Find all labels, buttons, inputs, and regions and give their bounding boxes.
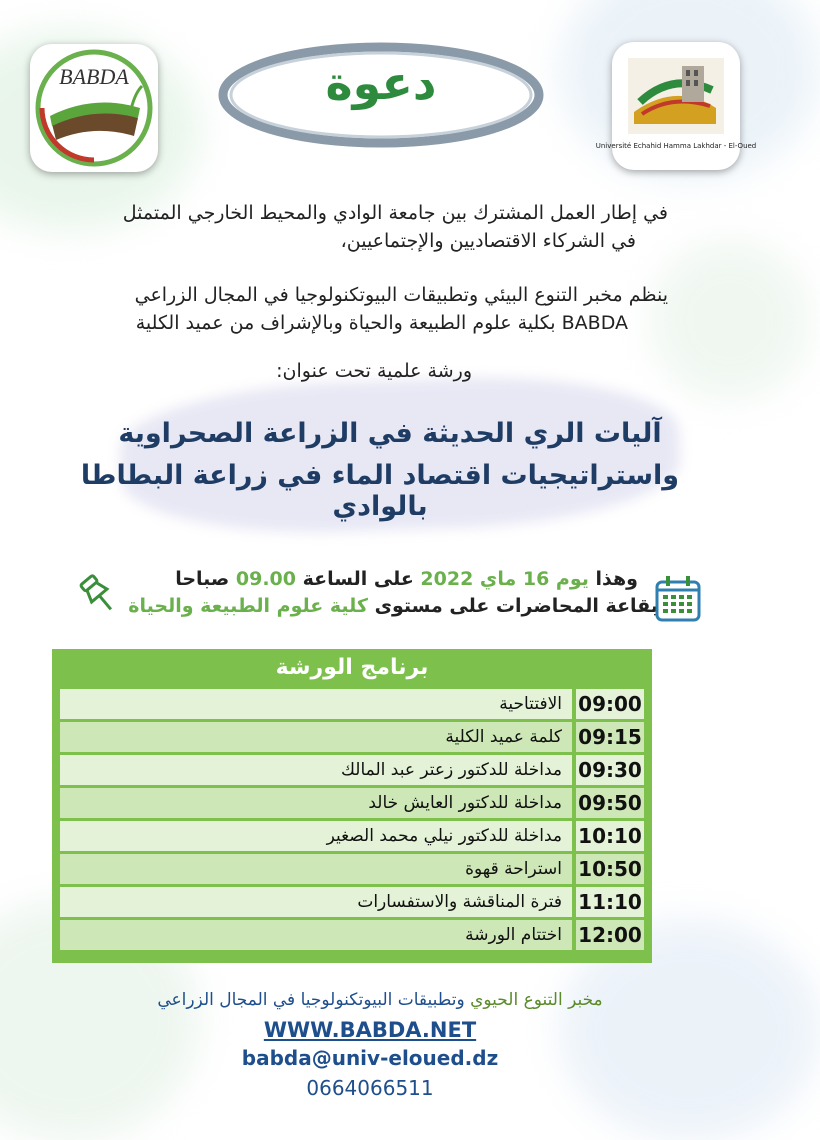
- program-item: استراحة قهوة: [60, 854, 572, 884]
- logo-caption: Université Echahid Hamma Lakhdar - El-Oued: [595, 142, 757, 150]
- program-time: 12:00: [576, 920, 644, 950]
- intro-line: ينظم مخبر التنوع البيئي وتطبيقات البيوتكنولوجيا في المجال الزراعي: [134, 284, 668, 306]
- program-time: 09:00: [576, 689, 644, 719]
- lab-name: مخبر التنوع الحيوي وتطبيقات البيوتكنولوجيا في المجال الزراعي: [157, 990, 603, 1010]
- bg-wash: [650, 240, 810, 400]
- program-time: 11:10: [576, 887, 644, 917]
- program-item: مداخلة للدكتور نيلي محمد الصغير: [60, 821, 572, 851]
- program-time: 09:50: [576, 788, 644, 818]
- program-row: [60, 887, 644, 917]
- phone-number[interactable]: 0664066511: [306, 1076, 434, 1100]
- page-title: دعوة: [325, 56, 437, 110]
- program-time: 09:30: [576, 755, 644, 785]
- date-time-line: وهذا يوم 16 ماي 2022 على الساعة 09.00 صباحا: [175, 568, 638, 590]
- program-table: [52, 649, 652, 963]
- program-row: [60, 689, 644, 719]
- program-row: [60, 821, 644, 851]
- intro-line: BABDA بكلية علوم الطبيعة والحياة وبالإشراف من عميد الكلية: [135, 312, 628, 334]
- university-logo: [595, 42, 757, 170]
- website-link[interactable]: WWW.BABDA.NET: [263, 1018, 477, 1042]
- program-item: اختتام الورشة: [60, 920, 572, 950]
- babda-logo: [30, 44, 158, 172]
- program-item: كلمة عميد الكلية: [60, 722, 572, 752]
- program-row: [60, 920, 644, 950]
- program-heading: برنامج الورشة: [52, 649, 652, 687]
- workshop-topic-line1: آليات الري الحديثة في الزراعة الصحراوية: [118, 418, 662, 449]
- intro-line: في الشركاء الاقتصاديين والإجتماعيين،: [340, 230, 636, 252]
- program-row: [60, 755, 644, 785]
- workshop-topic-line2: واستراتيجيات اقتصاد الماء في زراعة البطاطا بالوادي: [80, 460, 680, 522]
- program-time: 10:50: [576, 854, 644, 884]
- program-row: [60, 854, 644, 884]
- venue-line: بقاعة المحاضرات على مستوى كلية علوم الطبيعة والحياة: [128, 595, 658, 617]
- program-time: 09:15: [576, 722, 644, 752]
- program-item: مداخلة للدكتور العايش خالد: [60, 788, 572, 818]
- program-time: 10:10: [576, 821, 644, 851]
- email-link[interactable]: babda@univ-eloued.dz: [241, 1046, 499, 1070]
- calendar-icon: [655, 574, 701, 622]
- intro-line: ورشة علمية تحت عنوان:: [276, 360, 472, 382]
- program-row: [60, 788, 644, 818]
- program-item: الافتتاحية: [60, 689, 572, 719]
- program-body: [52, 687, 652, 963]
- program-item: فترة المناقشة والاستفسارات: [60, 887, 572, 917]
- intro-line: في إطار العمل المشترك بين جامعة الوادي والمحيط الخارجي المتمثل: [122, 202, 668, 224]
- program-row: [60, 722, 644, 752]
- logo-text: BABDA: [59, 64, 129, 89]
- program-item: مداخلة للدكتور زعتر عبد المالك: [60, 755, 572, 785]
